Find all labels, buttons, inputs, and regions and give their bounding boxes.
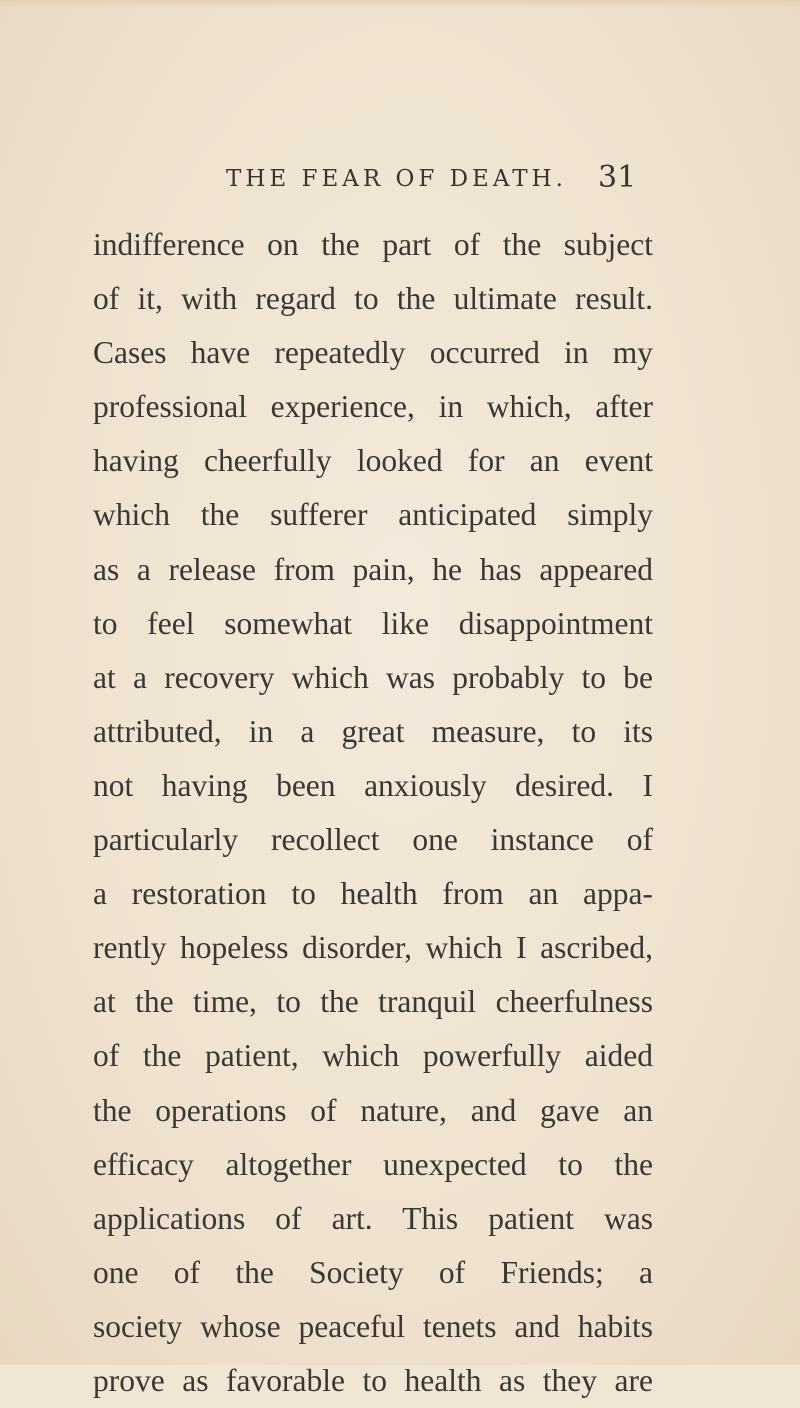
text-line: not having been anxiously desired. I [93,767,653,803]
text-line: having cheerfully looked for an event [93,443,653,479]
text-line: rently hopeless disorder, which I ascribed, [93,930,653,966]
text-line: one of the Society of Friends; a [93,1254,653,1290]
text-line: at a recovery which was probably to be [93,659,653,695]
text-line: a restoration to health from an appa- [93,876,653,912]
text-line: as a release from pain, he has appeared [93,551,653,587]
text-line: efficacy altogether unexpected to the [93,1146,653,1182]
page-number: 31 [598,160,637,195]
running-title: THE FEAR OF DEATH. [226,166,567,192]
text-line: at the time, to the tranquil cheerfulness [93,984,653,1020]
text-line: the operations of nature, and gave an [93,1092,653,1128]
text-line: indifference on the part of the subject [93,227,653,262]
text-line: prove as favorable to health as they are [93,1362,653,1398]
text-line: to feel somewhat like disappointment [93,605,653,641]
page-top-edge [0,0,800,8]
text-line: which the sufferer anticipated simply [93,497,653,533]
text-line: of it, with regard to the ultimate result. [93,281,653,317]
running-head [0,160,800,200]
text-line: applications of art. This patient was [93,1200,653,1236]
text-line: particularly recollect one instance of [93,822,653,858]
text-line: attributed, in a great measure, to its [93,713,653,749]
text-line: society whose peaceful tenets and habits [93,1308,653,1344]
text-line: Cases have repeatedly occurred in my [93,335,653,371]
body-text [93,218,653,1408]
text-line: of the patient, which powerfully aided [93,1038,653,1074]
text-line: professional experience, in which, after [93,389,653,425]
